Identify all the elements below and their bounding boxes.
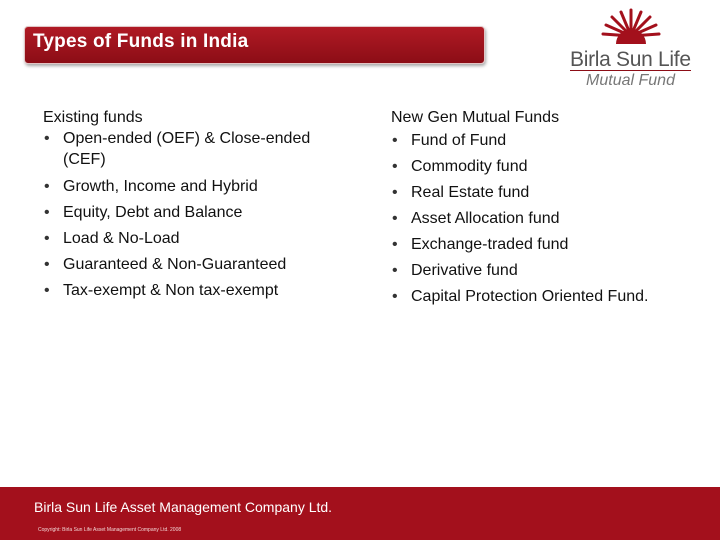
list-item: • Fund of Fund bbox=[391, 128, 711, 154]
list-item: • Derivative fund bbox=[391, 258, 711, 284]
list-item: • Tax-exempt & Non tax-exempt bbox=[43, 278, 343, 304]
list-item: • Exchange-traded fund bbox=[391, 232, 711, 258]
existing-funds-list bbox=[43, 128, 343, 304]
rising-sun-icon bbox=[596, 4, 666, 48]
list-item: • Equity, Debt and Balance bbox=[43, 200, 343, 226]
existing-funds-heading: Existing funds bbox=[43, 109, 143, 126]
list-item: • Guaranteed & Non-Guaranteed bbox=[43, 252, 343, 278]
new-gen-funds-column bbox=[391, 108, 711, 310]
slide-title: Types of Funds in India bbox=[33, 31, 249, 52]
new-gen-funds-heading: New Gen Mutual Funds bbox=[391, 109, 560, 126]
logo-subtitle: Mutual Fund bbox=[570, 70, 691, 91]
existing-funds-column bbox=[43, 108, 343, 304]
footer-bar bbox=[0, 487, 720, 540]
list-item: • Capital Protection Oriented Fund. bbox=[391, 284, 711, 310]
logo-name: Birla Sun Life bbox=[570, 48, 691, 71]
footer-company: Birla Sun Life Asset Management Company Ltd. bbox=[34, 499, 333, 515]
list-item: • Growth, Income and Hybrid bbox=[43, 174, 343, 200]
list-item: • Asset Allocation fund bbox=[391, 206, 711, 232]
title-bar bbox=[24, 26, 485, 64]
brand-logo bbox=[566, 4, 696, 90]
list-item: • Open-ended (OEF) & Close-ended (CEF) bbox=[43, 128, 343, 170]
list-item: • Real Estate fund bbox=[391, 180, 711, 206]
new-gen-funds-list bbox=[391, 128, 711, 310]
footer-copyright: Copyright: Birla Sun Life Asset Management Company Ltd. 2008 bbox=[38, 527, 182, 533]
list-item: • Load & No-Load bbox=[43, 226, 343, 252]
list-item: • Commodity fund bbox=[391, 154, 711, 180]
